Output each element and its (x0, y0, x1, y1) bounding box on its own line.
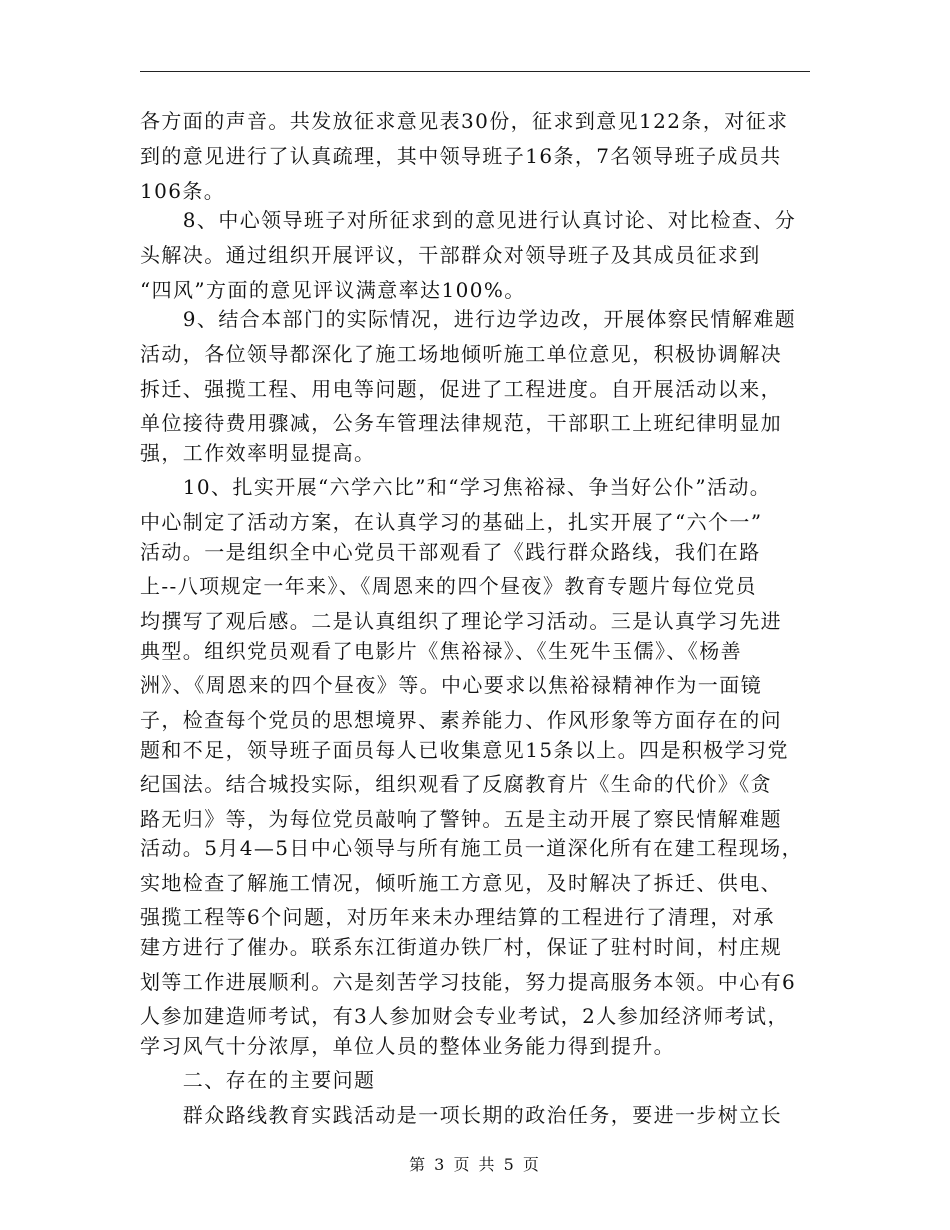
text-line: 上--八项规定一年来》、《周恩来的四个昼夜》教育专题片每位党员 (140, 574, 757, 598)
text-line: 强揽工程等6个问题，对历年来未办理结算的工程进行了清理，对承 (140, 905, 775, 929)
text-line: 题和不足，领导班子面员每人已收集意见15条以上。四是积极学习党 (140, 738, 789, 762)
text-line: 均撰写了观后感。二是认真组织了理论学习活动。三是认真学习先进 (140, 609, 782, 633)
page-number-footer: 第 3 页 共 5 页 (409, 1155, 541, 1174)
text-line: 活动。一是组织全中心党员干部观看了《践行群众路线，我们在路 (140, 540, 761, 564)
text-line: 活动。5月4—5日中心领导与所有施工员一道深化所有在建工程现场， (140, 836, 803, 860)
text-line: 典型。组织党员观看了电影片《焦裕禄》、《生死牛玉儒》、《杨善 (140, 639, 742, 663)
text-line: 拆迁、强揽工程、用电等问题，促进了工程进度。自开展活动以来， (140, 377, 782, 401)
text-line: 二、存在的主要问题 (140, 1068, 376, 1092)
text-line: 子，检查每个党员的思想境界、素养能力、作风形象等方面存在的问 (140, 708, 782, 732)
text-line: 学习风气十分浓厚，单位人员的整体业务能力得到提升。 (140, 1034, 675, 1058)
text-line: 建方进行了催办。联系东江街道办铁厂村，保证了驻村时间，村庄规 (140, 935, 782, 959)
text-line: 实地检查了解施工情况，倾听施工方意见，及时解决了拆迁、供电、 (140, 871, 782, 895)
text-line: 群众路线教育实践活动是一项长期的政治任务，要进一步树立长 (140, 1103, 782, 1127)
text-line: 纪国法。结合城投实际，组织观看了反腐教育片《生命的代价》《贪 (140, 772, 772, 796)
text-line: 单位接待费用骤减，公务车管理法律规范，干部职工上班纪律明显加 (140, 411, 782, 435)
text-line: “四风”方面的意见评议满意率达100%。 (140, 278, 526, 302)
text-line: 9、结合本部门的实际情况，进行边学边改，开展体察民情解难题 (140, 307, 797, 331)
text-line: 到的意见进行了认真疏理，其中领导班子16条，7名领导班子成员共 (140, 144, 782, 168)
text-line: 各方面的声音。共发放征求意见表30份，征求到意见122条，对征求 (140, 109, 789, 133)
text-line: 人参加建造师考试，有3人参加财会专业考试，2人参加经济师考试， (140, 1004, 789, 1028)
text-line: 106条。 (140, 179, 226, 203)
text-line: 强，工作效率明显提高。 (140, 441, 376, 465)
text-line: 8、中心领导班子对所征求到的意见进行认真讨论、对比检查、分 (140, 208, 797, 232)
header-rule (140, 71, 810, 72)
text-line: 路无归》等，为每位党员敲响了警钟。五是主动开展了察民情解难题 (140, 807, 782, 831)
text-line: 头解决。通过组织开展评议，干部群众对领导班子及其成员征求到 (140, 243, 761, 267)
text-line: 中心制定了活动方案，在认真学习的基础上，扎实开展了“六个一” (140, 510, 763, 534)
text-line: 活动，各位领导都深化了施工场地倾听施工单位意见，积极协调解决 (140, 342, 782, 366)
text-line: 10、扎实开展“六学六比”和“学习焦裕禄、争当好公仆”活动。 (140, 475, 772, 499)
text-line: 洲》、《周恩来的四个昼夜》等。中心要求以焦裕禄精神作为一面镜 (140, 673, 762, 697)
text-line: 划等工作进展顺利。六是刻苦学习技能，努力提高服务本领。中心有6 (140, 970, 797, 994)
